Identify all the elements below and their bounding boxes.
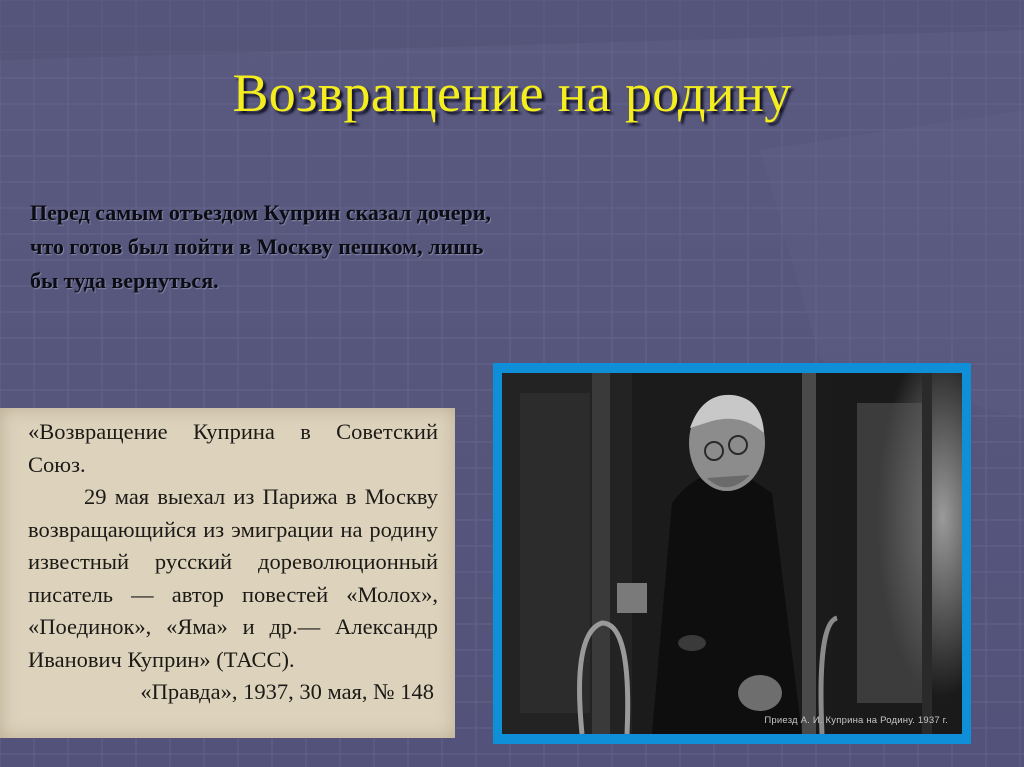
kuprin-arrival-photo	[502, 373, 962, 734]
photo-frame	[493, 363, 971, 744]
newspaper-clipping	[0, 408, 455, 738]
clipping-paragraph: 29 мая выехал из Парижа в Москву возвращающийся из эмиграции на родину известный русский дореволюционный писатель — автор повестей «Молох», «Поединок», «Яма» и др.— Александр Иванович Куприн» (ТАСС).	[28, 484, 438, 672]
clipping-text	[28, 416, 438, 709]
slide-body-text: Перед самым отъездом Куприн сказал дочери, что готов был пойти в Москву пешком, лишь бы туда вернуться.	[30, 200, 491, 293]
photo-illustration	[502, 373, 962, 734]
clipping-heading: «Возвращение Куприна в Советский Союз.	[28, 419, 438, 477]
slide-title: Возвращение на родину	[232, 63, 792, 123]
clipping-source: «Правда», 1937, 30 мая, № 148	[140, 679, 434, 704]
photo-caption: Приезд А. И. Куприна на Родину. 1937 г.	[764, 715, 948, 726]
